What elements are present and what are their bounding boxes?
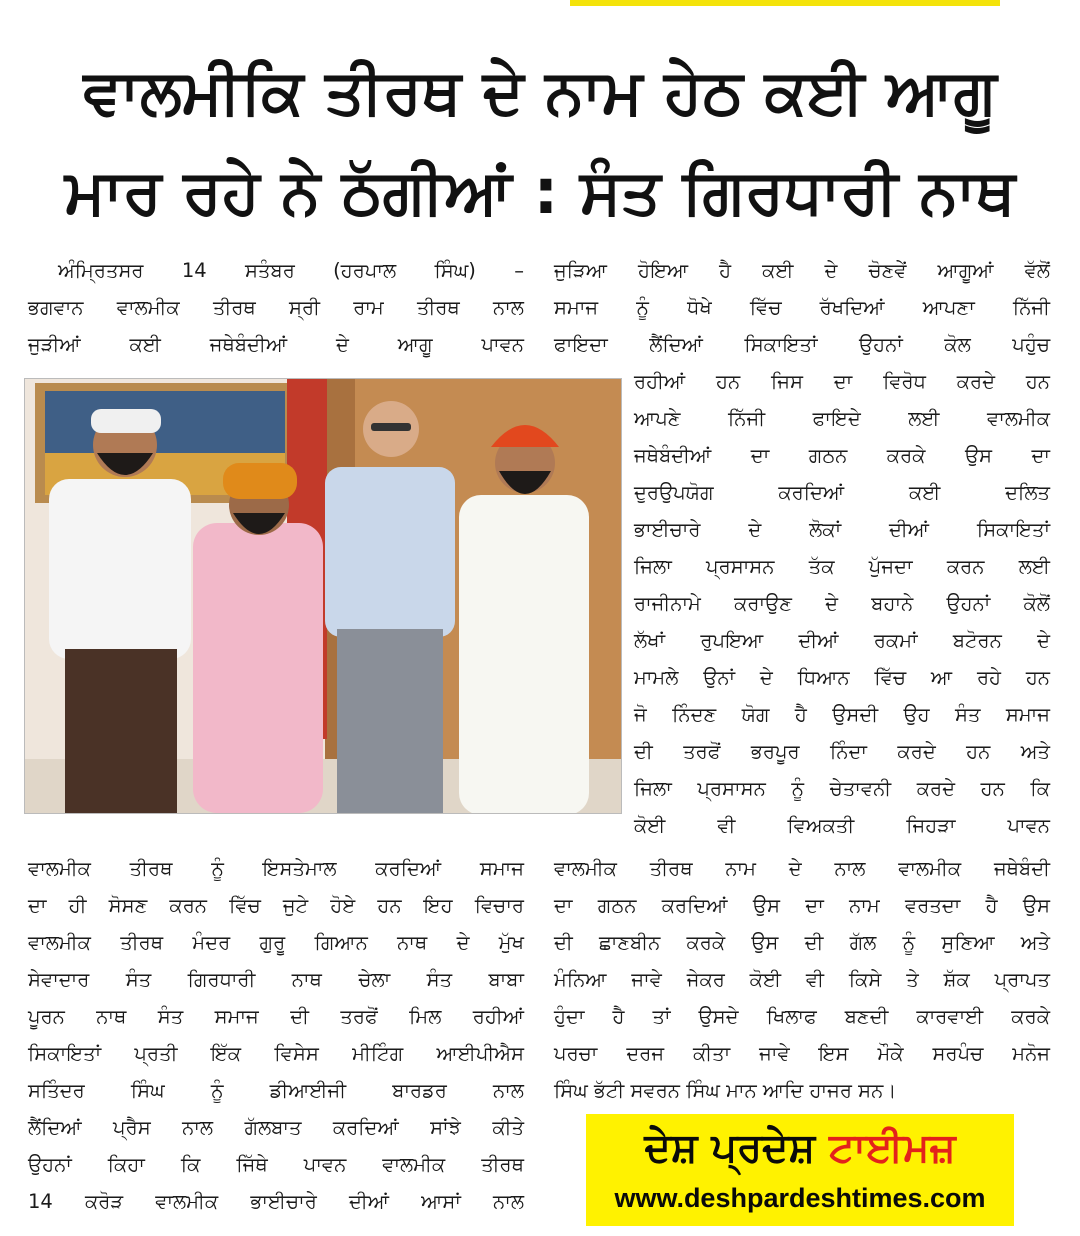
article-column-right-bottom (554, 850, 1050, 1109)
person-1-shirt (49, 479, 191, 659)
person-1-turban (91, 409, 161, 433)
article-line: ਸੇਵਾਦਾਰ ਸੰਤ ਗਿਰਧਾਰੀ ਨਾਥ ਚੇਲਾ ਸੰਤ ਬਾਬਾ (28, 968, 524, 991)
article-line: ਜੁੜੀਆਂ ਕਈ ਜਥੇਬੰਦੀਆਂ ਦੇ ਆਗੂ ਪਾਵਨ (28, 333, 524, 356)
article-line: ਦਾ ਗਠਨ ਕਰਦਿਆਂ ਉਸ ਦਾ ਨਾਮ ਵਰਤਦਾ ਹੈ ਉਸ (554, 894, 1050, 917)
article-line: ਵਾਲਮੀਕ ਤੀਰਥ ਨੂੰ ਇਸਤੇਮਾਲ ਕਰਦਿਆਂ ਸਮਾਜ (28, 857, 524, 880)
article-line: ਲੈਂਦਿਆਂ ਪ੍ਰੈਸ ਨਾਲ ਗੱਲਬਾਤ ਕਰਦਿਆਂ ਸਾਂਝੇ ਕੀਤੇ (28, 1116, 524, 1139)
article-line: ਫਾਇਦਾ ਲੈਂਦਿਆਂ ਸਿਕਾਇਤਾਂ ਉਹਨਾਂ ਕੋਲ ਪਹੁੰਚ (554, 333, 1050, 356)
article-line: ਸਿੰਘ ਭੱਟੀ ਸਵਰਨ ਸਿੰਘ ਮਾਨ ਆਦਿ ਹਾਜਰ ਸਨ। (554, 1079, 897, 1102)
article-line: ਰਾਜੀਨਾਮੇ ਕਰਾਉਣ ਦੇ ਬਹਾਨੇ ਉਹਨਾਂ ਕੋਲੋਂ (634, 592, 1050, 615)
article-line: ਭਗਵਾਨ ਵਾਲਮੀਕ ਤੀਰਥ ਸ੍ਰੀ ਰਾਮ ਤੀਰਥ ਨਾਲ (28, 296, 524, 319)
article-line: ਸਿਕਾਇਤਾਂ ਪ੍ਰਤੀ ਇੱਕ ਵਿਸੇਸ ਮੀਟਿੰਗ ਆਈਪੀਐਸ (28, 1042, 524, 1065)
article-line: ਰਹੀਆਂ ਹਨ ਜਿਸ ਦਾ ਵਿਰੋਧ ਕਰਦੇ ਹਨ (634, 370, 1050, 393)
person-3-glasses (371, 423, 411, 431)
article-line: ਮਾਮਲੇ ਉਨਾਂ ਦੇ ਧਿਆਨ ਵਿੱਚ ਆ ਰਹੇ ਹਨ (634, 666, 1050, 689)
article-line: ਜੁੜਿਆ ਹੋਇਆ ਹੈ ਕਈ ਦੇ ਚੋਣਵੇਂ ਆਗੂਆਂ ਵੱਲੋਂ (554, 259, 1050, 282)
article-line: ਜਿਲਾ ਪ੍ਰਸਾਸਨ ਤੱਕ ਪੁੱਜਦਾ ਕਰਨ ਲਈ (634, 555, 1050, 578)
article-line: ਦਾ ਹੀ ਸੋਸਣ ਕਰਨ ਵਿੱਚ ਜੁਟੇ ਹੋਏ ਹਨ ਇਹ ਵਿਚਾਰ (28, 894, 524, 917)
article-line: ਅੰਮ੍ਰਿਤਸਰ 14 ਸਤੰਬਰ (ਹਰਪਾਲ ਸਿੰਘ) – (58, 259, 524, 282)
top-highlight-bar (570, 0, 1000, 6)
article-column-right-top (554, 252, 1050, 363)
group-photo-illustration (25, 379, 622, 814)
logo-name-part-2: ਟਾਈਮਜ਼ (829, 1125, 956, 1171)
article-line: ਜਥੇਬੰਦੀਆਂ ਦਾ ਗਠਨ ਕਰਕੇ ਉਸ ਦਾ (634, 444, 1050, 467)
article-line: ਵਾਲਮੀਕ ਤੀਰਥ ਮੰਦਰ ਗੁਰੂ ਗਿਆਨ ਨਾਥ ਦੇ ਮੁੱਖ (28, 931, 524, 954)
article-column-left-top (28, 252, 524, 363)
person-3-trousers (337, 629, 443, 814)
person-4-kurta (459, 495, 589, 814)
article-line: ਦੀ ਛਾਣਬੀਨ ਕਰਕੇ ਉਸ ਦੀ ਗੱਲ ਨੂੰ ਸੁਣਿਆ ਅਤੇ (554, 931, 1050, 954)
article-line: ਦੁਰਉਪਯੋਗ ਕਰਦਿਆਂ ਕਈ ਦਲਿਤ (634, 481, 1050, 504)
article-line: ਜੋ ਨਿੰਦਣ ਯੋਗ ਹੈ ਉਸਦੀ ਉਹ ਸੰਤ ਸਮਾਜ (634, 703, 1050, 726)
article-line: ਸਮਾਜ ਨੂੰ ਧੋਖੇ ਵਿੱਚ ਰੱਖਦਿਆਂ ਆਪਣਾ ਨਿੱਜੀ (554, 296, 1050, 319)
article-line: ਦੀ ਤਰਫੋਂ ਭਰਪੂਰ ਨਿੰਦਾ ਕਰਦੇ ਹਨ ਅਤੇ (634, 740, 1050, 763)
article-column-left-bottom (28, 850, 524, 1220)
person-2-kurta (193, 523, 323, 813)
article-line: ਪਰਚਾ ਦਰਜ ਕੀਤਾ ਜਾਵੇ ਇਸ ਮੌਕੇ ਸਰਪੰਚ ਮਨੋਜ (554, 1042, 1050, 1065)
publication-logo (586, 1114, 1014, 1226)
article-line: ਕੋਈ ਵੀ ਵਿਅਕਤੀ ਜਿਹੜਾ ਪਾਵਨ (634, 814, 1050, 837)
article-line: ਜਿਲਾ ਪ੍ਰਸਾਸਨ ਨੂੰ ਚੇਤਾਵਨੀ ਕਰਦੇ ਹਨ ਕਿ (634, 777, 1050, 800)
article-line: ਆਪਣੇ ਨਿੱਜੀ ਫਾਇਦੇ ਲਈ ਵਾਲਮੀਕ (634, 407, 1050, 430)
article-line: ਸਤਿੰਦਰ ਸਿੰਘ ਨੂੰ ਡੀਆਈਜੀ ਬਾਰਡਰ ਨਾਲ (28, 1079, 524, 1102)
article-line: ਭਾਈਚਾਰੇ ਦੇ ਲੋਕਾਂ ਦੀਆਂ ਸਿਕਾਇਤਾਂ (634, 518, 1050, 541)
article-line: ਪੂਰਨ ਨਾਥ ਸੰਤ ਸਮਾਜ ਦੀ ਤਰਫੋਂ ਮਿਲ ਰਹੀਆਂ (28, 1005, 524, 1028)
article-line: ਲੱਖਾਂ ਰੁਪਇਆ ਦੀਆਂ ਰਕਮਾਂ ਬਟੋਰਨ ਦੇ (634, 629, 1050, 652)
news-photo (24, 378, 622, 814)
person-1-trousers (65, 649, 177, 814)
logo-name-part-1: ਦੇਸ਼ ਪ੍ਰਦੇਸ਼ (644, 1125, 816, 1171)
logo-name (586, 1120, 1014, 1176)
headline-line-2: ਮਾਰ ਰਹੇ ਨੇ ਠੱਗੀਆਂ : ਸੰਤ ਗਿਰਧਾਰੀ ਨਾਥ (64, 155, 1016, 228)
person-3-shirt (325, 467, 455, 637)
person-2-turban (223, 463, 297, 499)
article-line: ਵਾਲਮੀਕ ਤੀਰਥ ਨਾਮ ਦੇ ਨਾਲ ਵਾਲਮੀਕ ਜਥੇਬੰਦੀ (554, 857, 1050, 880)
headline-line-1: ਵਾਲਮੀਕਿ ਤੀਰਥ ਦੇ ਨਾਮ ਹੇਠ ਕਈ ਆਗੂ (83, 55, 997, 128)
article-line: ਹੁੰਦਾ ਹੈ ਤਾਂ ਉਸਦੇ ਖਿਲਾਫ ਬਣਦੀ ਕਾਰਵਾਈ ਕਰਕੇ (554, 1005, 1050, 1028)
article-line: ਮੰਨਿਆ ਜਾਵੇ ਜੇਕਰ ਕੋਈ ਵੀ ਕਿਸੇ ਤੇ ਸ਼ੱਕ ਪ੍ਰਾਪਤ (554, 968, 1050, 991)
article-line: 14 ਕਰੋੜ ਵਾਲਮੀਕ ਭਾਈਚਾਰੇ ਦੀਆਂ ਆਸਾਂ ਨਾਲ (28, 1190, 524, 1213)
article-column-right-beside-photo (634, 363, 1050, 844)
article-line: ਉਹਨਾਂ ਕਿਹਾ ਕਿ ਜਿੱਥੇ ਪਾਵਨ ਵਾਲਮੀਕ ਤੀਰਥ (28, 1153, 524, 1176)
logo-url: www.deshpardeshtimes.com (614, 1183, 986, 1213)
